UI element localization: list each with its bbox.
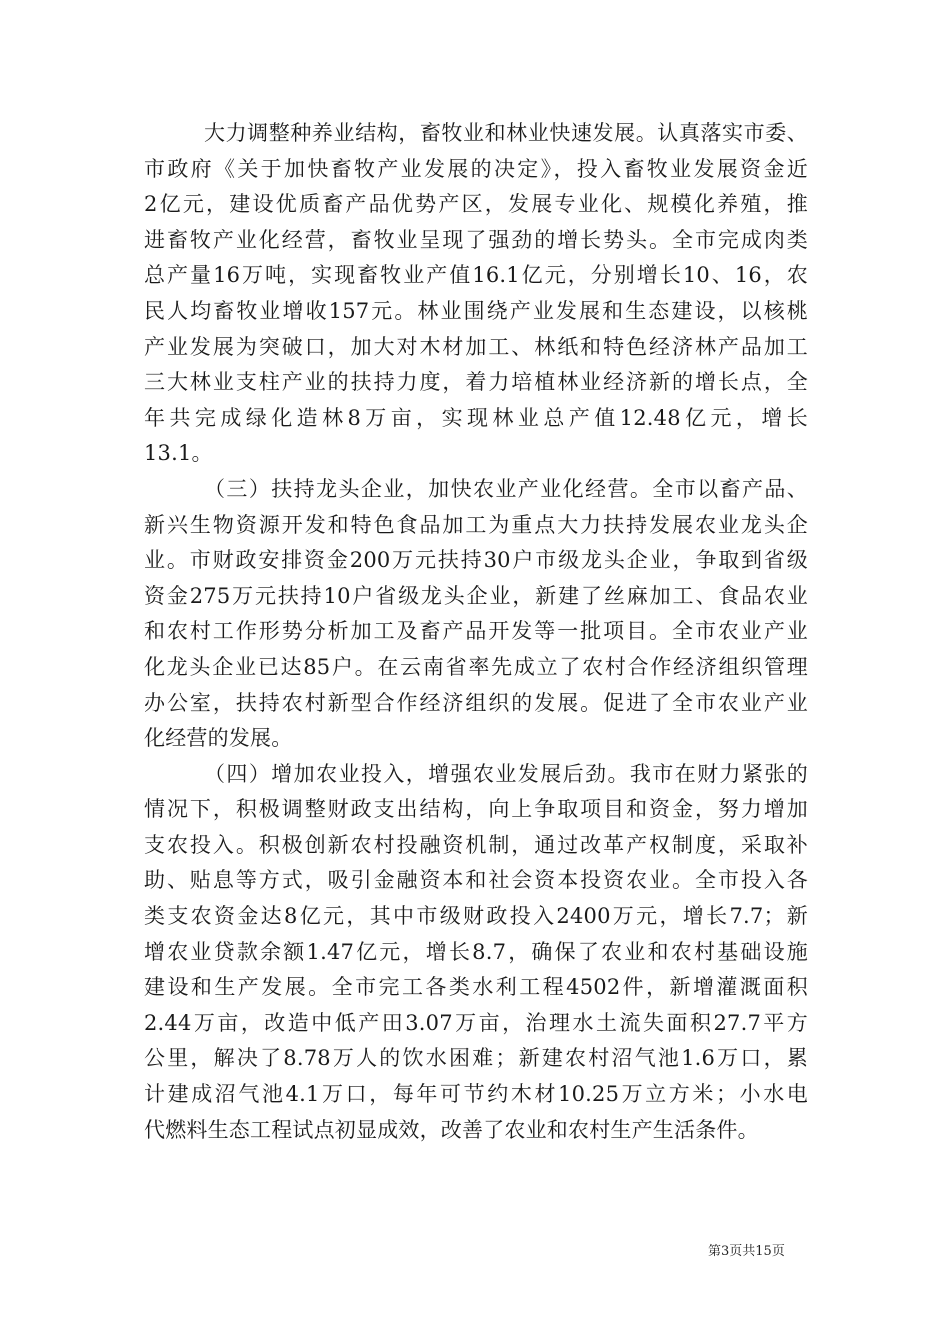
text-line: 和农村工作形势分析加工及畜产品开发等一批项目。全市农业产业 — [144, 619, 808, 644]
text-line: 类支农资金达8亿元，其中市级财政投入2400万元，增长7.7；新 — [144, 904, 808, 929]
text-line: 13.1。 — [144, 441, 213, 466]
text-line: 业。市财政安排资金200万元扶持30户市级龙头企业，争取到省级 — [144, 548, 808, 573]
text-line: 新兴生物资源开发和特色食品加工为重点大力扶持发展农业龙头企 — [144, 512, 808, 537]
text-line: 民人均畜牧业增收157元。林业围绕产业发展和生态建设，以核桃 — [144, 298, 808, 323]
text-line: 市政府《关于加快畜牧产业发展的决定》，投入畜牧业发展资金近 — [144, 156, 808, 181]
document-body — [144, 116, 808, 1148]
text-line: 三大林业支柱产业的扶持力度，着力培植林业经济新的增长点，全 — [144, 370, 808, 395]
text-line: 建设和生产发展。全市完工各类水利工程4502件，新增灌溉面积 — [144, 975, 808, 1000]
page-number-footer: 第3页共15页 — [708, 1244, 785, 1259]
text-line: 增农业贷款余额1.47亿元，增长8.7，确保了农业和农村基础设施 — [144, 939, 808, 964]
text-line: 助、贴息等方式，吸引金融资本和社会资本投资农业。全市投入各 — [144, 868, 808, 893]
text-line: 大力调整种养业结构，畜牧业和林业快速发展。认真落实市委、 — [204, 121, 808, 145]
paragraph-agricultural-investment — [144, 757, 808, 1149]
text-line: （四）增加农业投入，增强农业发展后劲。我市在财力紧张的 — [204, 761, 808, 786]
text-line: 情况下，积极调整财政支出结构，向上争取项目和资金，努力增加 — [144, 797, 808, 822]
text-line: 公里，解决了8.78万人的饮水困难；新建农村沼气池1.6万口，累 — [144, 1046, 808, 1071]
text-line: 进畜牧产业化经营，畜牧业呈现了强劲的增长势头。全市完成肉类 — [144, 227, 808, 252]
text-line: 2亿元，建设优质畜产品优势产区，发展专业化、规模化养殖，推 — [144, 192, 808, 217]
text-line: 计建成沼气池4.1万口，每年可节约木材10.25万立方米；小水电 — [144, 1082, 808, 1107]
text-line: 年共完成绿化造林8万亩，实现林业总产值12.48亿元，增长 — [144, 405, 808, 430]
text-line: 资金275万元扶持10户省级龙头企业，新建了丝麻加工、食品农业 — [144, 583, 808, 608]
text-line: 支农投入。积极创新农村投融资机制，通过改革产权制度，采取补 — [144, 832, 808, 857]
text-line: 总产量16万吨，实现畜牧业产值16.1亿元，分别增长10、16，农 — [144, 263, 808, 288]
text-line: 化经营的发展。 — [144, 726, 293, 751]
text-line: 2.44万亩，改造中低产田3.07万亩，治理水土流失面积27.7平方 — [144, 1010, 808, 1035]
paragraph-livestock-forestry — [144, 116, 808, 472]
paragraph-leading-enterprises — [144, 472, 808, 757]
text-line: （三）扶持龙头企业，加快农业产业化经营。全市以畜产品、 — [204, 476, 808, 501]
text-line: 办公室，扶持农村新型合作经济组织的发展。促进了全市农业产业 — [144, 690, 808, 715]
text-line: 产业发展为突破口，加大对木材加工、林纸和特色经济林产品加工 — [144, 334, 808, 359]
text-line: 化龙头企业已达85户。在云南省率先成立了农村合作经济组织管理 — [144, 654, 808, 679]
text-line: 代燃料生态工程试点初显成效，改善了农业和农村生产生活条件。 — [144, 1117, 759, 1142]
